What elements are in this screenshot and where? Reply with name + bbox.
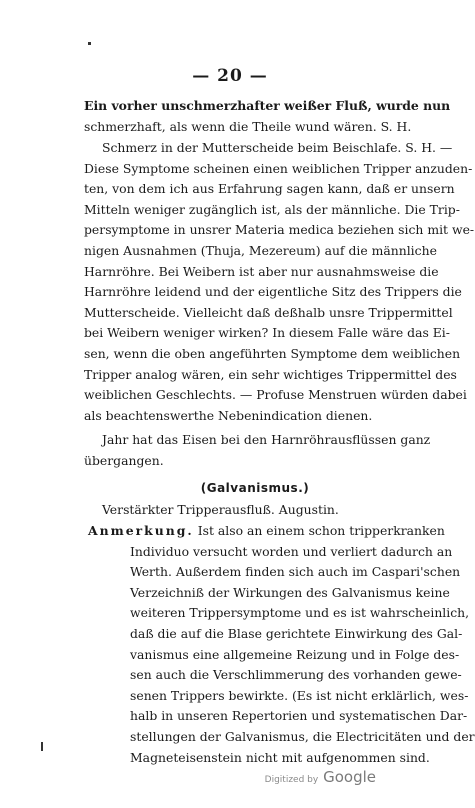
text-line: daß die auf die Blase gerichtete Einwirkung des Gal-	[130, 625, 463, 641]
text-line: weiteren Trippersymptome und es ist wahrscheinlich,	[130, 605, 470, 621]
text-line: Harnröhre. Bei Weibern ist aber nur ausnahmsweise die	[84, 263, 439, 279]
text-line: sen, wenn die oben angeführten Symptome dem weiblichen	[84, 345, 461, 361]
text-line: Verstärkter Tripperausfluß. Augustin.	[102, 502, 339, 517]
paragraph-augustin	[84, 500, 426, 521]
page-number: — 20 —	[192, 66, 268, 86]
text-line: sen auch die Verschlimmerung des vorhanden gewe-	[130, 667, 462, 683]
watermark-prefix: Digitized by	[264, 775, 319, 785]
text-line: Mitteln weniger zugänglich ist, als der männliche. Die Trip-	[84, 201, 460, 217]
text-line: Tripper analog wären, ein sehr wichtiges Trippermittel des	[84, 366, 457, 382]
text-line: als beachtenswerthe Nebenindication dienen.	[84, 407, 373, 423]
text-line: stellungen der Galvanismus, die Electricitäten und der	[130, 728, 475, 744]
text-line: Individuo versucht worden und verliert dadurch an	[130, 543, 453, 559]
text-line: senen Trippers bewirkte. (Es ist nicht erklärlich, wes-	[130, 687, 469, 703]
text-line: Schmerz in der Mutterscheide beim Beischlafe. S. H. —	[102, 140, 453, 155]
anmerkung-block	[84, 521, 475, 768]
ink-speck-bottom	[41, 742, 43, 751]
text-line: Ist also an einem schon tripperkranken	[197, 523, 445, 538]
text-line: ten, von dem ich aus Erfahrung sagen kann, daß er unsern	[84, 181, 455, 197]
paragraph-white-discharge	[84, 96, 451, 137]
text-line: halb in unseren Repertorien und systematischen Dar-	[130, 708, 468, 724]
section-heading-galvanismus: (Galvanismus.)	[200, 481, 310, 495]
text-line: Verzeichniß der Wirkungen des Galvanismus keine	[130, 584, 450, 600]
text-line: übergangen.	[84, 452, 164, 468]
text-line: vanismus eine allgemeine Reizung und in Folge des-	[130, 646, 460, 662]
text-line: persymptome in unsrer Materia medica beziehen sich mit we-	[84, 222, 475, 238]
text-line: Werth. Außerdem finden sich auch im Caspari'schen	[130, 564, 461, 580]
paragraph-jahr	[84, 430, 431, 471]
digitized-watermark	[265, 768, 376, 786]
anmerkung-label: Anmerkung.	[88, 523, 194, 538]
text-line: Harnröhre leidend und der eigentliche Sitz des Trippers die	[84, 284, 462, 300]
text-line: Jahr hat das Eisen bei den Harnröhrausflüssen ganz	[102, 432, 431, 447]
text-line: Diese Symptome scheinen einen weiblichen Tripper anzuden-	[84, 160, 473, 176]
google-logo: Google	[323, 768, 376, 786]
text-line: schmerzhaft, als wenn die Theile wund wären. S. H.	[84, 118, 412, 134]
text-line: weiblichen Geschlechts. — Profuse Menstruen würden dabei	[84, 387, 467, 403]
text-line: Mutterscheide. Vielleicht daß deßhalb unsre Trippermittel	[84, 304, 453, 320]
paragraph-commentary	[84, 138, 475, 426]
text-line: nigen Ausnahmen (Thuja, Mezereum) auf die männliche	[84, 242, 437, 258]
text-line: Ein vorher unschmerzhafter weißer Fluß, wurde nun	[84, 98, 451, 113]
ink-speck-top	[88, 42, 91, 45]
text-line: bei Weibern weniger wirken? In diesem Falle wäre das Ei-	[84, 325, 450, 341]
text-line: Magneteisenstein nicht mit aufgenommen sind.	[130, 749, 430, 765]
anmerkung-first-line	[84, 521, 445, 542]
